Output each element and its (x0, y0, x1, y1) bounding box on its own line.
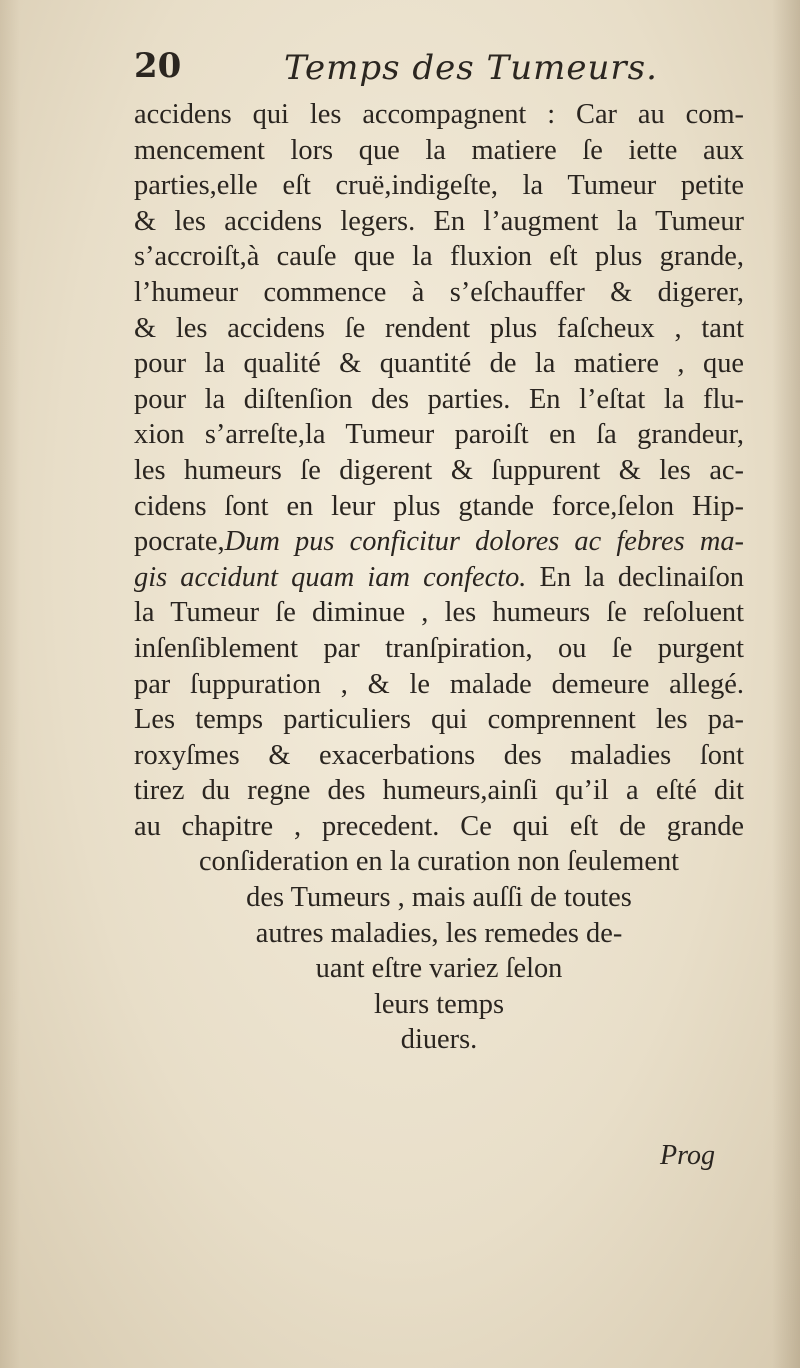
text-line-mixed (134, 560, 744, 596)
catchword: Prog (660, 1140, 715, 1171)
text-line-centered: des Tumeurs , mais auſſi de toutes (246, 882, 632, 914)
text-line: & les accidens ſe rendent plus faſcheux , tant (134, 312, 744, 344)
text-line: roxyſmes & exacerbations des maladies ſont (134, 739, 744, 771)
text-line: par ſuppuration , & le malade demeure allegé. (134, 668, 744, 700)
text-line: pour la qualité & quantité de la matiere , que (134, 348, 744, 380)
text-line: accidens qui les accompagnent : Car au com- (134, 99, 744, 130)
text-line: cidens ſont en leur plus gtande force,ſelon Hip- (134, 490, 744, 522)
text-line-centered: diuers. (400, 1024, 478, 1056)
text-line: inſenſiblement par tranſpiration, ou ſe purgent (134, 632, 744, 664)
text-line: au chapitre , precedent. Ce qui eſt de grande (134, 810, 744, 842)
text-line: xion s’arreſte,la Tumeur paroiſt en ſa grandeur, (134, 419, 744, 451)
text-line: parties,elle eſt cruë,indigeſte, la Tumeur petite (134, 170, 744, 202)
page-number: 20 (134, 46, 182, 86)
latin-quote: Dum pus conficitur dolores ac febres ma- (224, 526, 744, 558)
roman-text: En la declinaiſon (526, 561, 744, 593)
text-line: l’humeur commence à s’eſchauffer & digerer, (134, 276, 744, 308)
text-line-mixed (134, 524, 744, 560)
latin-quote: gis accidunt quam iam confecto. (134, 561, 527, 593)
text-line: les humeurs ſe digerent & ſuppurent & les ac- (134, 454, 744, 486)
text-body (134, 97, 744, 1058)
text-line: Les temps particuliers qui comprennent les pa- (134, 704, 744, 736)
text-line: tirez du regne des humeurs,ainſi qu’il a eſté dit (134, 775, 744, 807)
text-line-centered: uant eſtre variez ſelon (315, 953, 563, 985)
roman-text: pocrate, (134, 526, 225, 558)
running-title: Temps des Tumeurs. (284, 48, 658, 88)
text-line-centered: conſideration en la curation non ſeulement (198, 846, 680, 878)
text-line: la Tumeur ſe diminue , les humeurs ſe reſoluent (134, 597, 744, 629)
text-line-centered: leurs temps (373, 988, 505, 1020)
text-line: pour la diſtenſion des parties. En l’eſtat la flu- (134, 383, 744, 415)
text-line: s’accroiſt,à cauſe que la fluxion eſt plus grande, (134, 241, 744, 273)
gutter-shadow (0, 0, 20, 1368)
page-header (134, 46, 694, 96)
text-line: & les accidens legers. En l’augment la Tumeur (134, 205, 744, 237)
text-line-centered: autres maladies, les remedes de- (255, 917, 623, 949)
text-line: mencement lors que la matiere ſe iette aux (134, 134, 744, 166)
page-edge-shadow (772, 0, 800, 1368)
